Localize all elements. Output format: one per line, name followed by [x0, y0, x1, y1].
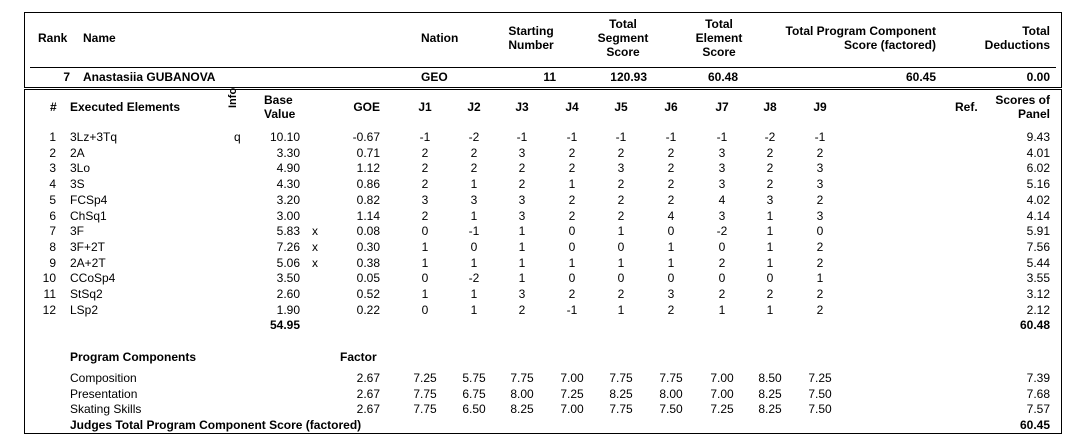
- element-base-value: 5.06: [276, 256, 300, 270]
- element-judge-score: 1: [518, 271, 526, 285]
- component-judge-score: 7.00: [560, 371, 584, 385]
- component-judge-score: 7.00: [710, 371, 734, 385]
- judge-header-2: J2: [467, 100, 481, 114]
- element-base-value: 4.90: [276, 161, 300, 175]
- component-judge-score: 5.75: [462, 371, 486, 385]
- element-judge-score: 4: [667, 209, 675, 223]
- component-judge-score: 8.00: [510, 386, 534, 401]
- element-judge-score: -1: [516, 130, 528, 144]
- element-number: 4: [49, 177, 56, 191]
- element-judge-score: 2: [421, 209, 429, 223]
- element-judge-score: -1: [419, 130, 431, 144]
- element-judge-score: 2: [816, 303, 824, 317]
- component-panel-score: 7.57: [1026, 402, 1050, 416]
- element-judge-score: 1: [518, 224, 526, 238]
- element-judge-score: 2: [568, 146, 576, 160]
- element-base-value: 3.00: [276, 209, 300, 223]
- element-judge-score: 0: [617, 271, 625, 285]
- element-judge-score: 3: [518, 287, 526, 301]
- element-goe: -0.67: [352, 130, 380, 144]
- judge-header-5: J5: [614, 100, 628, 114]
- element-name: 3Lz+3Tq: [70, 130, 118, 144]
- element-judge-score: 2: [518, 177, 526, 191]
- element-panel-score: 5.16: [1026, 177, 1050, 191]
- skater-name: Anastasiia GUBANOVA: [83, 70, 216, 84]
- components-factor-header: Factor: [340, 350, 377, 364]
- element-judge-score: 3: [816, 209, 824, 223]
- element-judge-score: 4: [718, 193, 726, 207]
- component-judge-score: 6.50: [462, 402, 486, 416]
- element-judge-score: 0: [718, 271, 726, 285]
- element-judge-score: 2: [718, 287, 726, 301]
- element-name: CCoSp4: [70, 271, 116, 285]
- element-judge-score: -1: [468, 224, 480, 238]
- element-judge-score: 1: [667, 256, 675, 270]
- element-number: 3: [49, 161, 56, 175]
- component-judge-score: 8.25: [758, 402, 782, 416]
- element-judge-score: 2: [667, 303, 675, 317]
- element-judge-score: 3: [518, 209, 526, 223]
- element-judge-score: 1: [667, 240, 675, 254]
- element-base-value: 4.30: [276, 177, 300, 191]
- element-judge-score: 1: [816, 271, 824, 285]
- element-goe: 1.14: [356, 209, 380, 223]
- component-judge-score: 7.75: [659, 371, 683, 385]
- element-judge-score: 0: [568, 271, 576, 285]
- element-panel-score: 2.12: [1026, 303, 1050, 317]
- element-judge-score: 2: [816, 146, 824, 160]
- element-name: 3F: [70, 224, 85, 238]
- element-name: LSp2: [70, 303, 99, 317]
- element-number: 1: [49, 130, 56, 144]
- element-judge-score: 0: [568, 240, 576, 254]
- pcs-header: Total Program Component Score (factored): [785, 24, 936, 52]
- element-judge-score: 1: [518, 256, 526, 270]
- skater-rank: 7: [63, 70, 70, 84]
- element-info: q: [234, 130, 241, 144]
- element-name: 3Lo: [70, 161, 91, 175]
- element-judge-score: 0: [421, 271, 429, 285]
- element-panel-score: 3.55: [1026, 271, 1050, 285]
- element-goe: 0.05: [356, 271, 380, 285]
- element-judge-score: 1: [470, 256, 478, 270]
- element-judge-score: 2: [766, 287, 774, 301]
- elements-goe-header: GOE: [353, 100, 380, 114]
- elements-scores-header: Scores of Panel: [995, 93, 1050, 121]
- components-header: Program Components: [70, 350, 197, 364]
- deductions-header: Total Deductions: [984, 24, 1050, 52]
- component-judge-score: 8.25: [510, 402, 534, 416]
- element-name: StSq2: [70, 287, 103, 301]
- element-judge-score: 1: [421, 240, 429, 254]
- element-judge-score: 3: [718, 209, 726, 223]
- element-base-value: 10.10: [269, 130, 300, 144]
- element-base-value: 3.50: [276, 271, 300, 285]
- element-judge-score: 2: [617, 193, 625, 207]
- skater-nation: GEO: [421, 70, 448, 84]
- element-judge-score: 1: [617, 303, 625, 317]
- skater-deductions: 0.00: [1026, 70, 1050, 84]
- element-judge-score: 2: [816, 240, 824, 254]
- element-judge-score: 2: [816, 287, 824, 301]
- element-judge-score: 2: [421, 146, 429, 160]
- skater-starting-number: 11: [543, 70, 556, 84]
- element-judge-score: -1: [716, 130, 728, 144]
- element-name: ChSq1: [70, 209, 107, 223]
- element-judge-score: 2: [568, 287, 576, 301]
- element-judge-score: 0: [718, 240, 726, 254]
- component-panel-score: 7.39: [1026, 371, 1050, 385]
- component-factor: 2.67: [356, 386, 380, 401]
- element-judge-score: -2: [716, 224, 728, 238]
- component-factor: 2.67: [356, 371, 380, 385]
- element-number: 8: [49, 240, 56, 254]
- element-panel-score: 6.02: [1026, 161, 1050, 175]
- element-judge-score: 3: [816, 161, 824, 175]
- elements-info-header: Info: [227, 87, 239, 108]
- element-goe: 0.08: [356, 224, 380, 238]
- element-judge-score: 2: [421, 177, 429, 191]
- components-total-score: 60.45: [1019, 418, 1050, 432]
- element-judge-score: 3: [421, 193, 429, 207]
- element-judge-score: 3: [766, 193, 774, 207]
- skater-pcs: 60.45: [905, 70, 936, 84]
- element-judge-score: 2: [667, 161, 675, 175]
- component-name: Skating Skills: [70, 402, 142, 416]
- element-judge-score: 1: [568, 256, 576, 270]
- component-judge-score: 8.00: [659, 386, 683, 401]
- element-base-value: 5.83: [276, 224, 300, 238]
- element-judge-score: 1: [766, 224, 774, 238]
- element-panel-score: 3.12: [1026, 287, 1050, 301]
- element-number: 5: [49, 193, 56, 207]
- element-judge-score: 1: [766, 303, 774, 317]
- element-judge-score: 1: [518, 240, 526, 254]
- judge-header-9: J9: [813, 100, 827, 114]
- judge-header-1: J1: [418, 100, 432, 114]
- element-judge-score: 3: [718, 177, 726, 191]
- component-judge-score: 7.75: [609, 402, 633, 416]
- judge-header-8: J8: [763, 100, 777, 114]
- element-base-value: 7.26: [276, 240, 300, 254]
- summary-rule: [30, 67, 1056, 68]
- skater-element-score: 60.48: [707, 70, 738, 84]
- element-number: 12: [42, 303, 56, 317]
- element-judge-score: 1: [617, 256, 625, 270]
- element-judge-score: -1: [566, 130, 578, 144]
- element-judge-score: 1: [470, 303, 478, 317]
- component-judge-score: 6.75: [462, 386, 486, 401]
- element-judge-score: 1: [421, 256, 429, 270]
- element-judge-score: 2: [617, 177, 625, 191]
- element-judge-score: 2: [568, 209, 576, 223]
- element-judge-score: 3: [718, 161, 726, 175]
- element-judge-score: 1: [470, 209, 478, 223]
- element-judge-score: 3: [816, 177, 824, 191]
- element-judge-score: 2: [718, 256, 726, 270]
- judge-header-4: J4: [565, 100, 579, 114]
- element-judge-score: -2: [468, 271, 480, 285]
- element-judge-score: 2: [816, 193, 824, 207]
- component-judge-score: 7.75: [510, 371, 534, 385]
- element-base-value: 3.30: [276, 146, 300, 160]
- component-factor: 2.67: [356, 402, 380, 416]
- element-number: 11: [43, 287, 56, 301]
- element-judge-score: 1: [421, 287, 429, 301]
- component-judge-score: 7.50: [808, 386, 832, 401]
- element-judge-score: -2: [468, 130, 480, 144]
- element-judge-score: 0: [667, 224, 675, 238]
- element-judge-score: 2: [667, 146, 675, 160]
- element-bonus-mark: x: [312, 240, 318, 254]
- element-panel-score: 5.91: [1026, 224, 1050, 238]
- element-judge-score: 1: [470, 287, 478, 301]
- element-base-value: 2.60: [276, 287, 300, 301]
- element-base-value: 3.20: [276, 193, 300, 207]
- judge-header-6: J6: [664, 100, 678, 114]
- element-panel-score: 9.43: [1026, 130, 1050, 144]
- element-judge-score: 2: [518, 161, 526, 175]
- element-bonus-mark: x: [312, 256, 318, 270]
- element-panel-score: 4.14: [1026, 209, 1050, 223]
- element-judge-score: 0: [568, 224, 576, 238]
- element-goe: 0.82: [356, 193, 380, 207]
- component-panel-score: 7.68: [1026, 386, 1050, 401]
- element-score-header: Total Element Score: [695, 17, 743, 59]
- element-judge-score: 0: [421, 224, 429, 238]
- element-judge-score: 0: [470, 240, 478, 254]
- element-judge-score: 3: [518, 193, 526, 207]
- component-judge-score: 7.00: [710, 386, 734, 401]
- element-judge-score: -1: [566, 303, 578, 317]
- component-judge-score: 7.50: [659, 402, 683, 416]
- element-judge-score: 2: [766, 177, 774, 191]
- component-judge-score: 7.50: [808, 402, 832, 416]
- element-judge-score: 2: [766, 146, 774, 160]
- element-judge-score: 2: [470, 146, 478, 160]
- element-judge-score: 2: [470, 161, 478, 175]
- element-judge-score: 3: [518, 146, 526, 160]
- element-judge-score: 2: [617, 146, 625, 160]
- element-panel-score: 7.56: [1026, 240, 1050, 254]
- element-judge-score: 2: [667, 177, 675, 191]
- element-judge-score: 2: [518, 303, 526, 317]
- component-judge-score: 7.75: [609, 371, 633, 385]
- element-number: 6: [49, 209, 56, 223]
- component-judge-score: 7.00: [560, 402, 584, 416]
- element-number: 2: [49, 146, 56, 160]
- element-judge-score: 1: [766, 209, 774, 223]
- element-judge-score: 1: [766, 256, 774, 270]
- element-judge-score: -1: [615, 130, 627, 144]
- name-header: Name: [83, 31, 116, 45]
- element-judge-score: -1: [814, 130, 826, 144]
- elements-total-score: 60.48: [1019, 318, 1050, 332]
- starting-number-header: Starting Number: [508, 24, 554, 52]
- element-judge-score: 1: [568, 177, 576, 191]
- element-judge-score: 2: [617, 209, 625, 223]
- element-number: 10: [42, 271, 56, 285]
- element-judge-score: 2: [766, 161, 774, 175]
- elements-num-header: #: [50, 100, 57, 114]
- element-name: 2A: [70, 146, 85, 160]
- judge-header-7: J7: [715, 100, 729, 114]
- element-name: 3F+2T: [70, 240, 106, 254]
- element-judge-score: 2: [816, 256, 824, 270]
- component-name: Presentation: [70, 386, 138, 401]
- element-goe: 0.71: [356, 146, 380, 160]
- element-judge-score: 2: [568, 161, 576, 175]
- component-name: Composition: [70, 371, 137, 385]
- element-name: FCSp4: [70, 193, 108, 207]
- element-name: 2A+2T: [70, 256, 106, 270]
- element-judge-score: 1: [718, 303, 726, 317]
- element-base-value: 1.90: [276, 303, 300, 317]
- element-judge-score: 3: [617, 161, 625, 175]
- element-goe: 1.12: [356, 161, 380, 175]
- component-judge-score: 7.75: [413, 386, 437, 401]
- element-judge-score: 0: [421, 303, 429, 317]
- element-judge-score: 0: [816, 224, 824, 238]
- element-bonus-mark: x: [312, 224, 318, 238]
- element-judge-score: 0: [617, 240, 625, 254]
- element-judge-score: 2: [421, 161, 429, 175]
- component-judge-score: 8.50: [758, 371, 782, 385]
- component-judge-score: 7.75: [413, 402, 437, 416]
- elements-total-base-value: 54.95: [269, 318, 300, 332]
- elements-name-header: Executed Elements: [70, 100, 181, 114]
- component-judge-score: 7.25: [808, 371, 832, 385]
- component-judge-score: 8.25: [758, 386, 782, 401]
- components-total-label: Judges Total Program Component Score (factored): [70, 418, 362, 432]
- element-judge-score: 0: [766, 271, 774, 285]
- component-judge-score: 8.25: [609, 386, 633, 401]
- element-panel-score: 5.44: [1026, 256, 1050, 270]
- elements-base-value-header: Base Value: [264, 93, 296, 121]
- element-judge-score: 3: [667, 287, 675, 301]
- element-judge-score: 1: [617, 224, 625, 238]
- element-number: 7: [49, 224, 56, 238]
- element-judge-score: 2: [568, 193, 576, 207]
- judge-header-3: J3: [515, 100, 529, 114]
- component-judge-score: 7.25: [560, 386, 584, 401]
- element-judge-score: 0: [667, 271, 675, 285]
- skater-segment-score: 120.93: [610, 70, 647, 84]
- element-panel-score: 4.01: [1026, 146, 1050, 160]
- elements-ref-header: Ref.: [955, 100, 978, 114]
- nation-header: Nation: [421, 31, 459, 45]
- element-judge-score: 2: [667, 193, 675, 207]
- element-judge-score: 2: [617, 287, 625, 301]
- element-goe: 0.52: [356, 287, 380, 301]
- element-judge-score: 3: [718, 146, 726, 160]
- element-judge-score: -1: [665, 130, 677, 144]
- element-judge-score: -2: [764, 130, 776, 144]
- rank-header: Rank: [38, 31, 68, 45]
- component-judge-score: 7.25: [710, 402, 734, 416]
- element-judge-score: 1: [470, 177, 478, 191]
- element-goe: 0.30: [356, 240, 380, 254]
- segment-score-header: Total Segment Score: [597, 17, 649, 59]
- element-number: 9: [49, 256, 56, 270]
- element-judge-score: 1: [766, 240, 774, 254]
- element-panel-score: 4.02: [1026, 193, 1050, 207]
- element-goe: 0.86: [356, 177, 380, 191]
- element-name: 3S: [70, 177, 85, 191]
- element-goe: 0.38: [356, 256, 380, 270]
- component-judge-score: 7.25: [413, 371, 437, 385]
- element-goe: 0.22: [356, 303, 380, 317]
- element-judge-score: 3: [470, 193, 478, 207]
